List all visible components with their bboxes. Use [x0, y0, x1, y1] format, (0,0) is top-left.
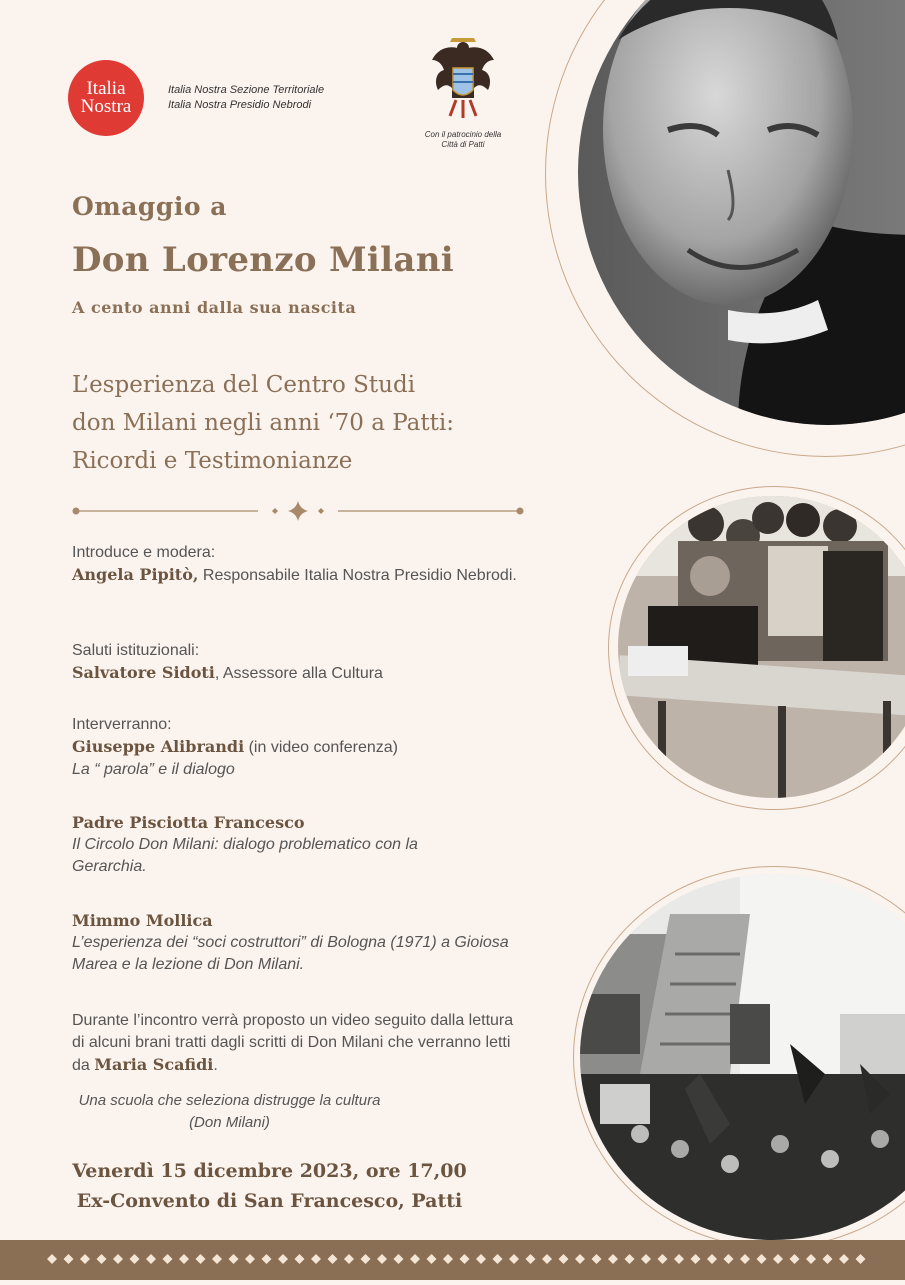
closing-name: Maria Scafidi — [94, 1055, 214, 1074]
title-omaggio: Omaggio a — [72, 192, 227, 221]
speaker1-topic: La “ parola” e il dialogo — [72, 761, 235, 778]
decorative-bottom-band — [0, 1240, 905, 1280]
event-subtitle — [72, 366, 552, 480]
subtitle-line1: L’esperienza del Centro Studi — [72, 372, 416, 398]
speaker2-section — [72, 812, 482, 878]
intro-line — [72, 564, 542, 587]
speaker3-topic: L’esperienza dei “soci costruttori” di Bologna (1971) a Gioiosa Marea e la lezione di Don Milani. — [72, 934, 509, 973]
saluti-role: , Assessore alla Cultura — [214, 665, 383, 682]
patron-line2: Città di Patti — [441, 140, 485, 149]
saluti-section — [72, 640, 542, 685]
saluti-line — [72, 662, 542, 685]
speaker3-name: Mimmo Mollica — [72, 911, 213, 930]
intro-name: Angela Pipitò, — [72, 565, 199, 584]
event-place: Ex-Convento di San Francesco, Patti — [76, 1190, 463, 1212]
closing-text: Durante l’incontro verrà proposto un video seguito dalla lettura di alcuni brani tratti dagli scritti di Don Milani che verranno letti da — [72, 1012, 514, 1074]
intro-role: Responsabile Italia Nostra Presidio Nebrodi. — [198, 567, 517, 584]
quote-text: Una scuola che seleziona distrugge la cultura — [78, 1092, 381, 1109]
ornamental-divider — [72, 500, 524, 522]
speaker3-section — [72, 910, 512, 976]
org-line1: Italia Nostra Sezione Territoriale — [168, 84, 325, 96]
quote-author: (Don Milani) — [189, 1114, 270, 1131]
city-crest-icon — [430, 38, 496, 122]
logo-line1: Italia — [86, 78, 126, 99]
logo-line2: Nostra — [80, 96, 132, 117]
speaker1-line — [72, 736, 542, 759]
patronage-note — [413, 130, 513, 150]
title-don-lorenzo-milani: Don Lorenzo Milani — [72, 240, 454, 280]
saluti-name: Salvatore Sidoti — [72, 663, 215, 682]
speakers-label: Interverranno: — [72, 716, 172, 733]
speaker1-name: Giuseppe Alibrandi — [72, 737, 245, 756]
title-cento-anni: A cento anni dalla sua nascita — [72, 298, 357, 317]
intro-label: Introduce e modera: — [72, 544, 216, 561]
subtitle-line2: don Milani negli anni ‘70 a Patti: — [72, 410, 454, 436]
closing-paragraph — [72, 1010, 522, 1077]
event-date: Venerdì 15 dicembre 2023, ore 17,00 — [72, 1160, 467, 1182]
speaker2-name: Padre Pisciotta Francesco — [72, 813, 305, 832]
speakers-section — [72, 714, 542, 781]
intro-section — [72, 542, 542, 587]
italia-nostra-logo — [68, 60, 144, 136]
quote — [72, 1090, 387, 1134]
saluti-label: Saluti istituzionali: — [72, 642, 200, 659]
speaker1-note: (in video conferenza) — [244, 739, 398, 756]
subtitle-line3: Ricordi e Testimonianze — [72, 448, 353, 474]
speaker2-topic: Il Circolo Don Milani: dialogo problematico con la Gerarchia. — [72, 836, 418, 875]
diamond-pattern-icon — [0, 1240, 905, 1280]
organization-lines — [168, 83, 324, 113]
closing-end: . — [213, 1057, 218, 1074]
org-line2: Italia Nostra Presidio Nebrodi — [168, 99, 312, 111]
patron-line1: Con il patrocinio della — [424, 130, 502, 139]
